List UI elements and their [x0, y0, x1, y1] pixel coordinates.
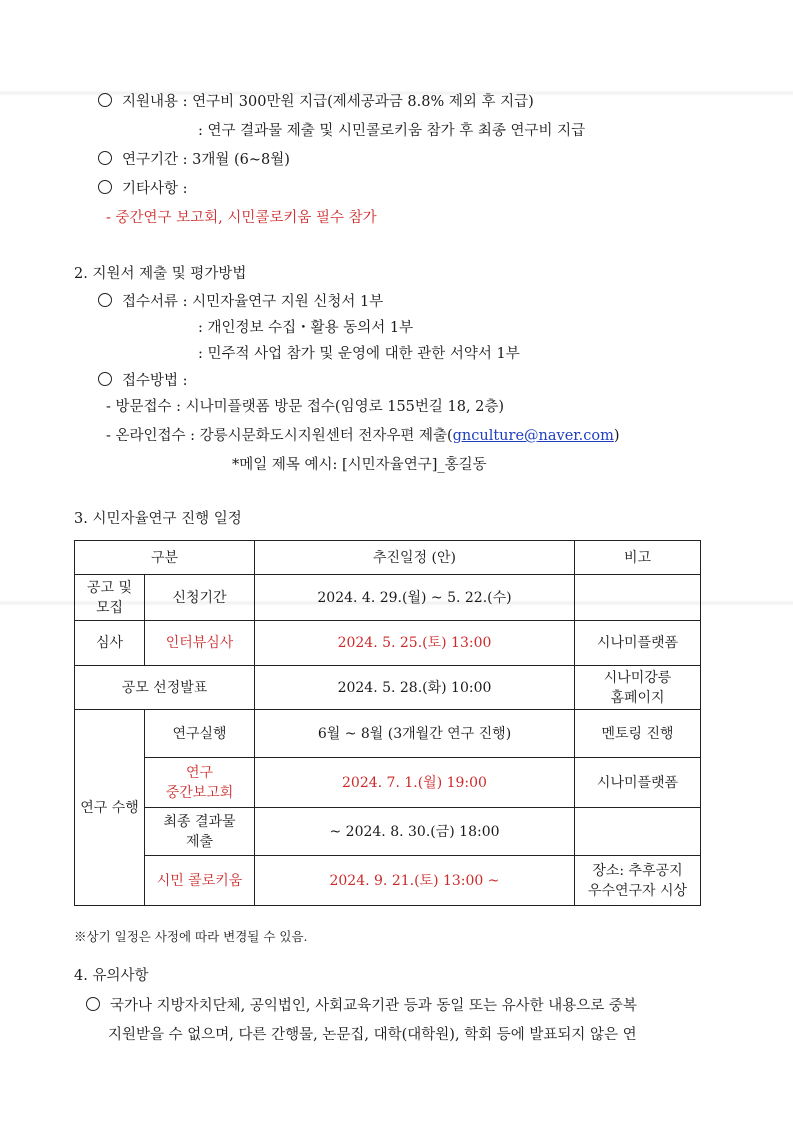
item-final-submission: 최종 결과물 제출 [145, 808, 255, 856]
section4-title: 4. 유의사항 [74, 968, 149, 984]
note-midterm: 시나미플랫폼 [575, 758, 701, 808]
date-final-submission: ~ 2024. 8. 30.(금) 18:00 [255, 808, 575, 856]
circle-bullet-icon [98, 293, 112, 307]
table-row [75, 808, 701, 856]
table-header-row [75, 541, 701, 575]
note-application [575, 575, 701, 621]
circle-bullet-icon [98, 372, 112, 386]
table-row [75, 710, 701, 758]
date-interview: 2024. 5. 25.(토) 13:00 [255, 621, 575, 666]
table-row [75, 621, 701, 666]
date-application: 2024. 4. 29.(월) ~ 5. 22.(수) [255, 575, 575, 621]
item-midterm: 연구 중간보고회 [145, 758, 255, 808]
item-interview: 인터뷰심사 [145, 621, 255, 666]
docs-row: 접수서류 : 시민자율연구 지원 신청서 1부 [98, 292, 383, 312]
group-notice: 공고 및 모집 [75, 575, 145, 621]
etc-label: 기타사항 : [98, 179, 188, 199]
item-application-period: 신청기간 [145, 575, 255, 621]
circle-bullet-icon [98, 151, 112, 165]
table-row [75, 758, 701, 808]
etc-item: - 중간연구 보고회, 시민콜로키움 필수 참가 [106, 210, 377, 226]
header-schedule: 추진일정 (안) [255, 541, 575, 575]
group-review: 심사 [75, 621, 145, 666]
support-content: 지원내용 : 연구비 300만원 지급(제세공과금 8.8% 제외 후 지급) [98, 92, 534, 112]
date-research-exec: 6월 ~ 8월 (3개월간 연구 진행) [255, 710, 575, 758]
section2-title: 2. 지원서 제출 및 평가방법 [74, 266, 247, 282]
header-remarks: 비고 [575, 541, 701, 575]
header-category: 구분 [75, 541, 255, 575]
circle-bullet-icon [98, 180, 112, 194]
section3-title: 3. 시민자율연구 진행 일정 [74, 511, 242, 527]
docs-item-3: : 민주적 사업 참가 및 운영에 대한 관한 서약서 1부 [198, 346, 520, 362]
note-final-submission [575, 808, 701, 856]
method-label: 접수방법 : [98, 371, 188, 391]
table-row [75, 575, 701, 621]
email-link[interactable]: gnculture@naver.com [452, 428, 614, 444]
note-research-exec: 멘토링 진행 [575, 710, 701, 758]
online-method: - 온라인접수 : 강릉시문화도시지원센터 전자우편 제출(gnculture@naver.com) [106, 428, 620, 444]
research-period: 연구기간 : 3개월 (6~8월) [98, 150, 290, 170]
group-research: 연구 수행 [75, 710, 145, 906]
docs-item-2: : 개인정보 수집・활용 동의서 1부 [198, 320, 414, 336]
item-colloquium: 시민 콜로키움 [145, 856, 255, 906]
mail-example: *메일 제목 예시: [시민자율연구]_홍길동 [232, 457, 487, 473]
caution-line2: 지원받을 수 없으며, 다른 간행물, 논문집, 대학(대학원), 학회 등에 발표되지 않은 연 [108, 1027, 637, 1043]
note-announcement: 시나미강릉 홈페이지 [575, 666, 701, 710]
date-announcement: 2024. 5. 28.(화) 10:00 [255, 666, 575, 710]
visit-method: - 방문접수 : 시나미플랫폼 방문 접수(임영로 155번길 18, 2층) [106, 399, 505, 415]
circle-bullet-icon [98, 93, 112, 107]
support-content-line2: : 연구 결과물 제출 및 시민콜로키움 참가 후 최종 연구비 지급 [198, 123, 586, 139]
item-research-exec: 연구실행 [145, 710, 255, 758]
schedule-footnote: ※상기 일정은 사정에 따라 변경될 수 있음. [74, 929, 308, 944]
date-colloquium: 2024. 9. 21.(토) 13:00 ~ [255, 856, 575, 906]
caution-line1: 국가나 지방자치단체, 공익법인, 사회교육기관 등과 동일 또는 유사한 내용으로 중복 [86, 996, 637, 1016]
table-row [75, 666, 701, 710]
table-row [75, 856, 701, 906]
date-midterm: 2024. 7. 1.(월) 19:00 [255, 758, 575, 808]
note-colloquium: 장소: 추후공지 우수연구자 시상 [575, 856, 701, 906]
circle-bullet-icon [86, 997, 100, 1011]
note-interview: 시나미플랫폼 [575, 621, 701, 666]
schedule-table [74, 540, 701, 906]
item-announcement: 공모 선정발표 [75, 666, 255, 710]
